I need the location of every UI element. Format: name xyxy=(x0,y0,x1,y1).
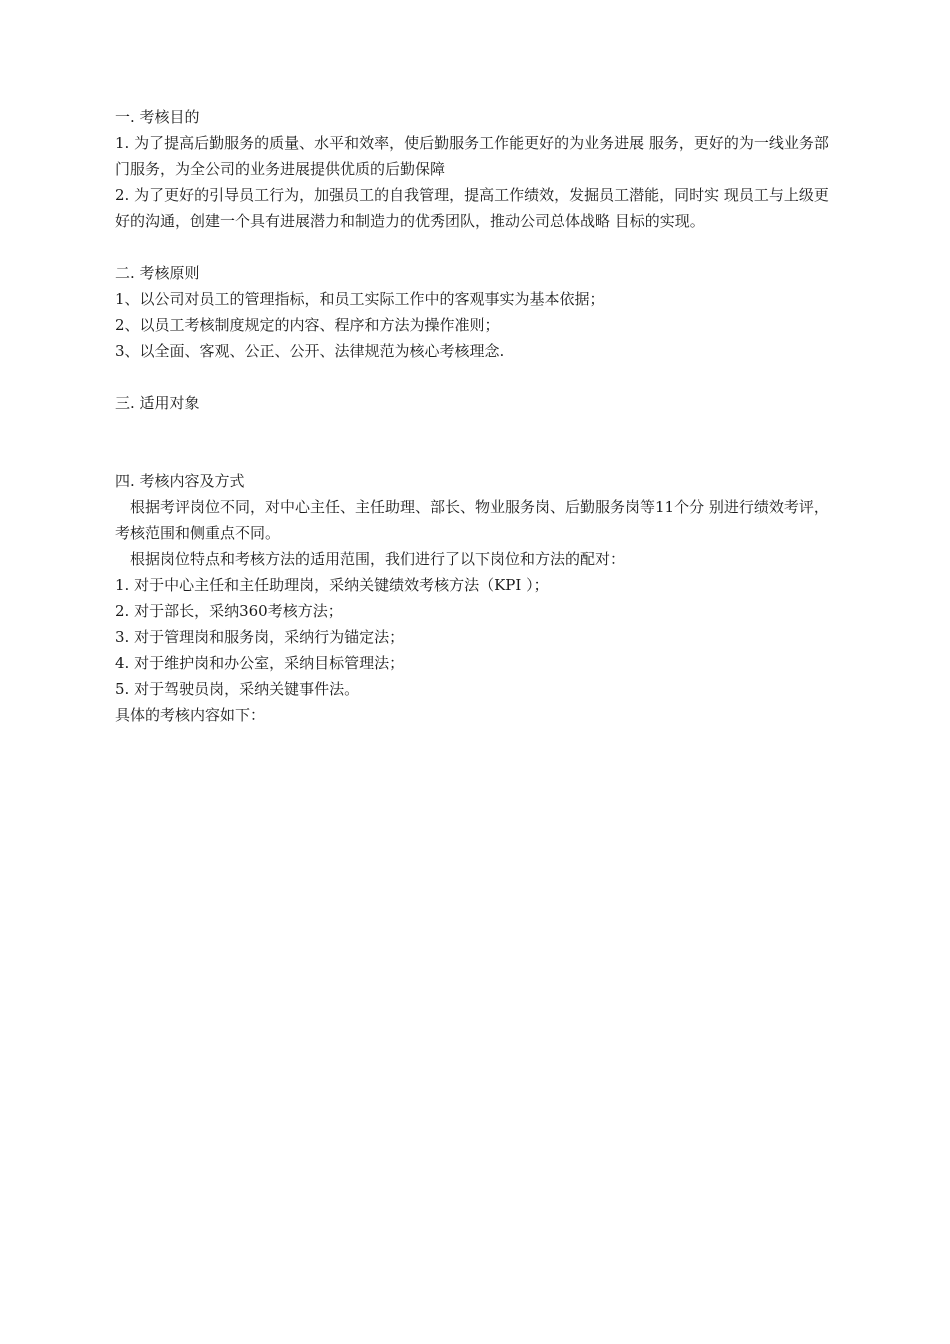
spacer xyxy=(115,364,837,390)
methods-paragraph-2: 根据岗位特点和考核方法的适用范围，我们进行了以下岗位和方法的配对： xyxy=(130,550,626,568)
principle-item-3: 3、以全面、客观、公正、公开、法律规范为核心考核理念. xyxy=(115,342,505,360)
section-heading-content-methods: 四. 考核内容及方式 xyxy=(115,472,245,490)
section-purpose xyxy=(115,104,837,234)
method-item-1: 1. 对于中心主任和主任助理岗，采纳关键绩效考核方法（KPI ）； xyxy=(115,576,549,594)
methods-paragraph-1: 根据考评岗位不同，对中心主任、主任助理、部长、物业服务岗、后勤服务岗等11个分 别进行绩效考评，考核范围和侧重点不同。 xyxy=(115,498,829,542)
section-heading-purpose: 一. 考核目的 xyxy=(115,108,200,126)
method-item-5: 5. 对于驾驶员岗，采纳关键事件法。 xyxy=(115,680,360,698)
section-heading-principles: 二. 考核原则 xyxy=(115,264,200,282)
section-principles xyxy=(115,260,837,364)
purpose-item-2: 2. 为了更好的引导员工行为，加强员工的自我管理，提高工作绩效，发掘员工潜能，同时实 现员工与上级更好的沟通，创建一个具有进展潜力和制造力的优秀团队，推动公司总体战略 目标的实现。 xyxy=(115,186,829,230)
closing-line: 具体的考核内容如下： xyxy=(115,706,266,724)
section-scope xyxy=(115,390,837,416)
section-heading-scope: 三. 适用对象 xyxy=(115,394,200,412)
spacer xyxy=(115,234,837,260)
document-page xyxy=(115,104,837,728)
method-item-4: 4. 对于维护岗和办公室，采纳目标管理法； xyxy=(115,654,405,672)
method-item-2: 2. 对于部长，采纳360考核方法； xyxy=(115,602,343,620)
spacer xyxy=(115,416,837,468)
principle-item-2: 2、以员工考核制度规定的内容、程序和方法为操作准则； xyxy=(115,316,500,334)
section-content-methods xyxy=(115,468,837,728)
principle-item-1: 1、以公司对员工的管理指标，和员工实际工作中的客观事实为基本依据； xyxy=(115,290,605,308)
purpose-item-1: 1. 为了提高后勤服务的质量、水平和效率，使后勤服务工作能更好的为业务进展 服务，更好的为一线业务部门服务，为全公司的业务进展提供优质的后勤保障 xyxy=(115,134,829,178)
method-item-3: 3. 对于管理岗和服务岗，采纳行为锚定法； xyxy=(115,628,405,646)
